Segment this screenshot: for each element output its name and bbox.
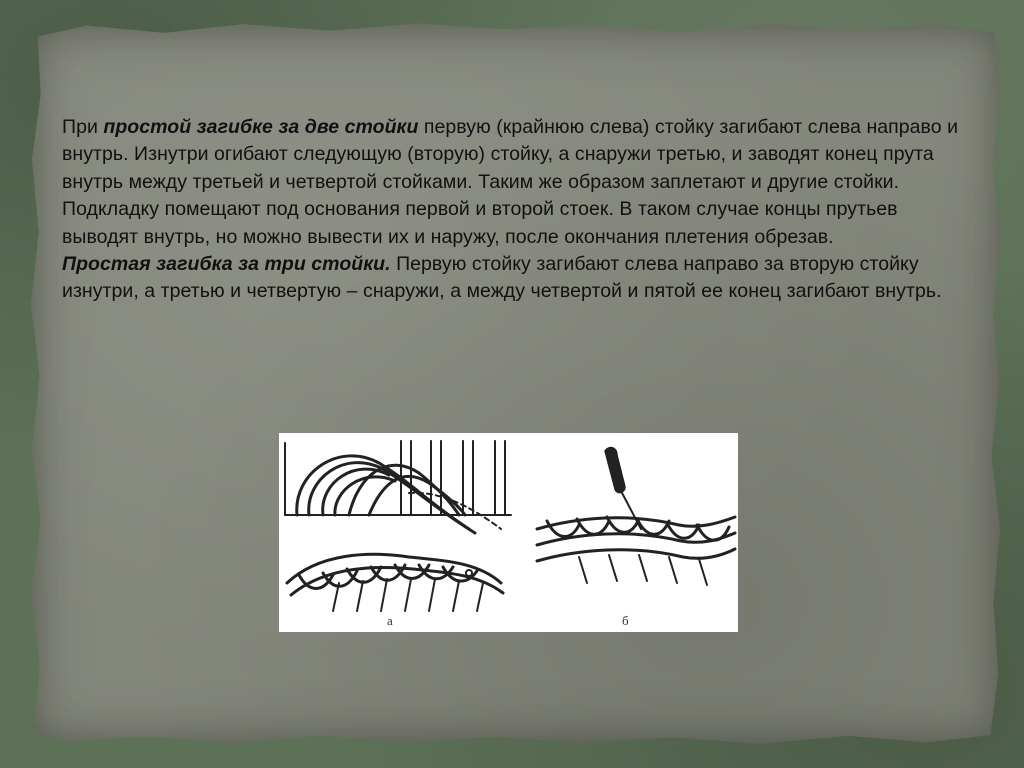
figure-caption-a: а [387,613,393,628]
slide-text [62,114,962,306]
term-three-posts: Простая загибка за три стойки. [62,253,391,276]
paragraph-three-post-bend: Простая загибка за три стойки. Первую стойку загибают слева направо за вторую стойку изнутри, а третью и четвертую – снаружи, а между четвертой и пятой ее конец загибают внутрь. [62,253,942,303]
weaving-illustration [279,433,738,632]
panel-b [537,517,735,585]
figure-caption-b: б [622,613,629,628]
panel-a-bottom [287,554,503,611]
paragraph-two-post-bend: При простой загибке за две стойки первую (крайнюю слева) стойку загибают слева направо и внутрь. Изнутри огибают следующую (вторую) стойку, а снаружи третью, и заводят конец прута внутрь между третьей и четвертой стойками. Таким же образом заплетают и другие стойки. Подкладку помещают под основания первой и второй стоек. В таком случае концы прутьев выводят внутрь, но можно вывести их и наружу, после окончания плетения обрезав. [62,116,959,248]
weaving-drawing [279,433,738,632]
panel-a-top [285,441,511,533]
term-two-posts: простой загибке за две стойки [103,116,419,138]
